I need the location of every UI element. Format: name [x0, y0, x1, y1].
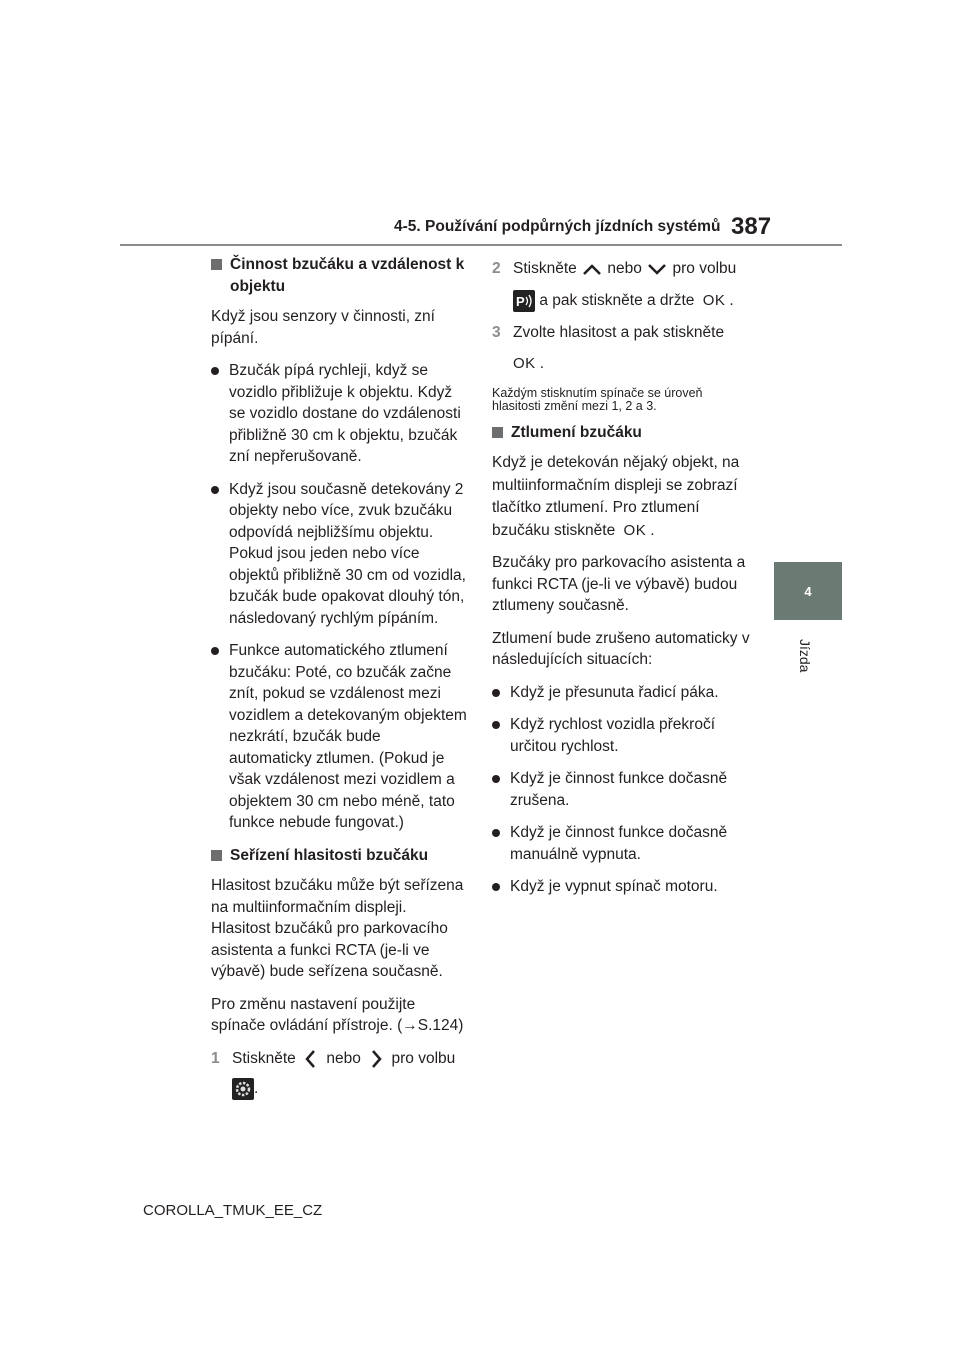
step-2: 2 Stiskněte nebo pro volbu [492, 258, 750, 280]
chevron-up-icon [581, 261, 603, 277]
bullet-icon [492, 721, 500, 729]
bullet-icon [211, 486, 219, 494]
heading-volume-adjust: Seřízení hlasitosti bzučáku [211, 845, 467, 867]
bullet-icon [211, 647, 219, 655]
bullet-icon [492, 775, 500, 783]
document-code: COROLLA_TMUK_EE_CZ [143, 1202, 323, 1219]
step-number: 2 [492, 260, 501, 277]
svg-text:P: P [516, 293, 525, 309]
step-2-line-2: P a pak stiskněte a držte OK . [492, 290, 750, 312]
step-1: 1 Stiskněte nebo pro volbu [211, 1048, 467, 1070]
section-title: 4-5. Používání podpůrných jízdních systémů [394, 218, 721, 235]
paragraph: Bzučáky pro parkovacího asistenta a funkci RCTA (je-li ve výbavě) budou ztlumeny současně. [492, 554, 746, 614]
ok-button-glyph: OK [623, 521, 647, 539]
page-number: 387 [731, 213, 772, 240]
bullet-icon [492, 829, 500, 837]
bullet-icon [492, 689, 500, 697]
chapter-label-text: Jízda [797, 639, 813, 673]
step-3-line-2: OK . [513, 355, 544, 372]
square-bullet-icon [492, 427, 503, 438]
list-item: Když je přesunuta řadicí páka. [492, 682, 750, 704]
square-bullet-icon [211, 850, 222, 861]
left-column [211, 254, 467, 1100]
paragraph: Ztlumení bude zrušeno automaticky v následujících situacích: [492, 629, 750, 668]
paragraph: Hlasitost bzučáku může být seřízena na multiinformačním displeji. Hlasitost bzučáků pro parkovacího asistenta a funkci RCTA (je-li ve výbavě) bude seřízena současně. [211, 877, 464, 980]
step-number: 1 [211, 1049, 220, 1067]
bullet-icon [492, 883, 500, 891]
chevron-left-icon [300, 1048, 322, 1070]
right-column [492, 258, 750, 898]
list-item: Když je vypnut spínač motoru. [492, 876, 750, 898]
heading-buzzer-distance: Činnost bzučáku a vzdálenost k objektu [211, 254, 467, 297]
list-item: Když je činnost funkce dočasně zrušena. [492, 768, 750, 811]
heading-mute: Ztlumení bzučáku [492, 422, 750, 444]
header-divider [120, 244, 842, 246]
ok-button-glyph: OK [702, 291, 726, 309]
ok-button-glyph: OK [513, 355, 536, 372]
bullet-icon [211, 367, 219, 375]
list-item: Když je činnost funkce dočasně manuálně vypnuta. [492, 822, 750, 865]
chapter-label [790, 632, 820, 672]
step-1-icon-line: . [211, 1078, 467, 1100]
list-item: Bzučák pípá rychleji, když se vozidlo přibližuje k objektu. Když se vozidlo dostane do vzdálenosti přibližně 30 cm k objektu, bzučák zní nepřerušovaně. [211, 360, 467, 468]
square-bullet-icon [211, 259, 222, 270]
list-item: Když jsou současně detekovány 2 objekty nebo více, zvuk bzučáku odpovídá nejbližšímu objektu. Pokud jsou jeden nebo více objektů přibližně 30 cm od vozidla, bzučák bude opakovat dlouhý tón, následovaný rychlým pípáním. [211, 479, 467, 630]
note-text: Každým stisknutím spínače se úroveň hlasitosti změní mezi 1, 2 a 3. [492, 385, 703, 413]
list-item: Když rychlost vozidla překročí určitou rychlost. [492, 714, 750, 757]
settings-gear-icon [232, 1078, 254, 1100]
step-number: 3 [492, 323, 501, 341]
chapter-tab [774, 562, 842, 620]
paragraph: Když jsou senzory v činnosti, zní pípání. [211, 308, 435, 347]
list-item: Funkce automatického ztlumení bzučáku: Poté, co bzučák začne znít, pokud se vzdálenost mezi vozidlem a detekovaným objektem nezkrátí, bzučák bude automaticky ztlumen. (Pokud je však vzdálenost mezi vozidlem a objektem 30 cm nebo méně, tato funkce nebude fungovat.) [211, 640, 467, 834]
paragraph: Pro změnu nastavení použijte spínače ovládání přístroje. (→S.124) [211, 995, 464, 1034]
chevron-down-icon [646, 261, 668, 277]
chapter-number: 4 [804, 583, 812, 599]
step-3: 3 Zvolte hlasitost a pak stiskněte [492, 322, 750, 344]
parking-sensor-icon [513, 290, 535, 312]
chevron-right-icon [365, 1048, 387, 1070]
paragraph: Když je detekován nějaký objekt, na multiinformačním displeji se zobrazí tlačítko ztlumení. Pro ztlumení bzučáku stiskněte OK . [492, 454, 740, 539]
